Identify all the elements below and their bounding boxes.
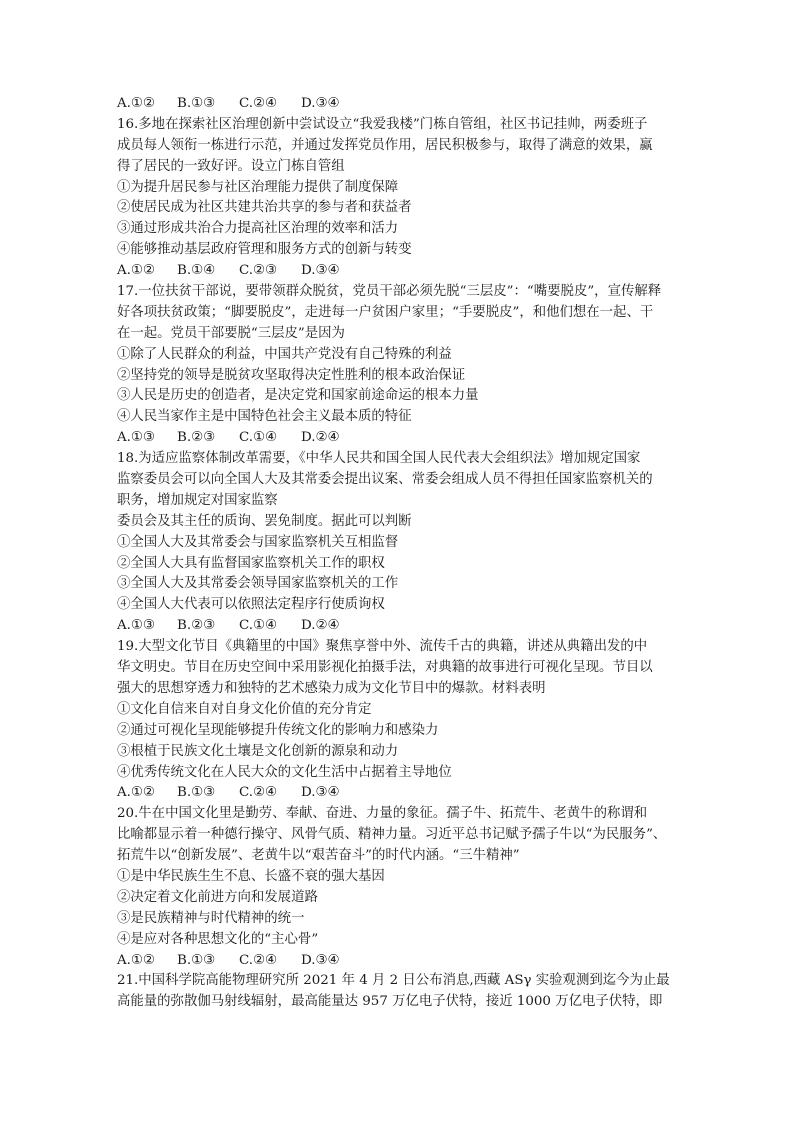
q20-options — [117, 951, 679, 972]
q19-item-3: ③根植于民族文化土壤是文化创新的源泉和动力 — [117, 743, 399, 759]
q20-item-1: ①是中华民族生生不息、长盛不衰的强大基因 — [117, 868, 385, 884]
q16-option-b: B.①④ — [177, 263, 216, 279]
q17-stem-line: 17.一位扶贫干部说，要带领群众脱贫，党员干部必须先脱“三层皮”：“嘴要脱皮”，宣传解释 — [117, 284, 662, 300]
question-17 — [117, 282, 679, 449]
q18-item-4: ④全国人大代表可以依照法定程序行使质询权 — [117, 597, 385, 613]
q15-option-a: A.①② — [117, 96, 155, 111]
q20-stem-line: 比喻都显示着一种德行操守、风骨气质、精神力量。习近平总书记赋予孺子牛以“为民服务”、 — [117, 827, 667, 843]
q16-option-a: A.①② — [117, 263, 155, 279]
q17-options — [117, 428, 679, 449]
q15-option-d: D.③④ — [301, 96, 340, 111]
q16-option-d: D.③④ — [301, 263, 340, 279]
q18-stem-line: 监察委员会可以向全国人大及其常委会提出议案、常委会组成人员不得担任国家监察机关的 — [117, 472, 653, 488]
q17-option-d: D.②④ — [301, 430, 340, 446]
q19-stem-line: 华文明史。节目在历史空间中采用影视化拍摄手法，对典籍的故事进行可视化呈现。节目以 — [117, 660, 653, 676]
q16-item-2: ②使居民成为社区共建共治共享的参与者和获益者 — [117, 200, 412, 216]
q16-stem-line: 得了居民的一致好评。设立门栋自管组 — [117, 158, 345, 174]
question-18 — [117, 449, 679, 637]
question-21 — [117, 971, 679, 1013]
question-20 — [117, 804, 679, 971]
q16-stem-line: 成员每人领衔一栋进行示范，并通过发挥党员作用，居民积极参与，取得了满意的效果，赢 — [117, 137, 653, 153]
q17-item-3: ③人民是历史的创造者，是决定党和国家前途命运的根本力量 — [117, 388, 479, 404]
q19-item-4: ④优秀传统文化在人民大众的文化生活中占据着主导地位 — [117, 764, 452, 780]
q19-stem-line: 强大的思想穿透力和独特的艺术感染力成为文化节目中的爆款。材料表明 — [117, 680, 546, 696]
q19-item-2: ②通过可视化呈现能够提升传统文化的影响力和感染力 — [117, 722, 439, 738]
q17-item-4: ④人民当家作主是中国特色社会主义最本质的特征 — [117, 409, 412, 425]
q16-item-3: ③通过形成共治合力提高社区治理的效率和活力 — [117, 221, 399, 237]
q16-option-c: C.②③ — [239, 263, 278, 279]
q20-item-4: ④是应对各种思想文化的“主心骨” — [117, 931, 319, 947]
q21-stem-line: 高能量的弥散伽马射线辐射，最高能量达 957 万亿电子伏特，接近 1000 万亿电子伏特，即 — [117, 994, 663, 1010]
q18-option-a: A.①③ — [117, 618, 155, 634]
q17-item-2: ②坚持党的领导是脱贫攻坚取得决定性胜利的根本政治保证 — [117, 367, 466, 383]
q18-item-3: ③全国人大及其常委会领导国家监察机关的工作 — [117, 576, 399, 592]
q18-stem-line: 18.为适应监察体制改革需要，《中华人民共和国全国人民代表大会组织法》增加规定国家 — [117, 451, 641, 467]
exam-page — [117, 94, 679, 1013]
q19-option-a: A.①② — [117, 785, 155, 801]
q19-option-b: B.①③ — [177, 785, 216, 801]
q20-item-2: ②决定着文化前进方向和发展道路 — [117, 889, 318, 905]
q15-options — [117, 94, 679, 115]
q18-item-2: ②全国人大具有监督国家监察机关工作的职权 — [117, 555, 385, 571]
q20-stem-line: 20.牛在中国文化里是勤劳、奉献、奋进、力量的象征。孺子牛、拓荒牛、老黄牛的称谓和 — [117, 806, 648, 822]
q20-item-3: ③是民族精神与时代精神的统一 — [117, 910, 305, 926]
q18-option-d: D.②④ — [301, 618, 340, 634]
q18-stem-line: 委员会及其主任的质询、罢免制度。据此可以判断 — [117, 513, 412, 529]
q18-option-c: C.①④ — [239, 618, 278, 634]
q15-option-c: C.②④ — [239, 96, 278, 111]
question-16 — [117, 115, 679, 282]
q17-stem-line: 在一起。党员干部要脱“三层皮”是因为 — [117, 325, 345, 341]
q18-stem-line: 职务，增加规定对国家监察 — [117, 492, 278, 508]
q20-stem-line: 拓荒牛以“创新发展”、老黄牛以“艰苦奋斗”的时代内涵。“三牛精神” — [117, 848, 520, 864]
q18-option-b: B.②③ — [177, 618, 216, 634]
q19-option-c: C.②④ — [239, 785, 278, 801]
q19-stem-line: 19.大型文化节目《典籍里的中国》聚焦享誉中外、流传千古的典籍，讲述从典籍出发的中 — [117, 639, 648, 655]
q16-item-4: ④能够推动基层政府管理和服务方式的创新与转变 — [117, 242, 412, 258]
q17-stem-line: 好各项扶贫政策；“脚要脱皮”，走进每一户贫困户家里；“手要脱皮”，和他们想在一起、干 — [117, 304, 654, 320]
q21-stem-line: 21.中国科学院高能物理研究所 2021 年 4 月 2 日公布消息,西藏 ASγ 实验观测到迄今为止最 — [117, 973, 670, 989]
q16-item-1: ①为提升居民参与社区治理能力提供了制度保障 — [117, 179, 399, 195]
q20-option-d: D.③④ — [301, 952, 340, 968]
q17-option-b: B.②③ — [177, 430, 216, 446]
q17-option-c: C.①④ — [239, 430, 278, 446]
q18-item-1: ①全国人大及其常委会与国家监察机关互相监督 — [117, 534, 399, 550]
q15-option-b: B.①③ — [177, 96, 216, 111]
q19-item-1: ①文化自信来自对自身文化价值的充分肯定 — [117, 701, 372, 717]
q18-options — [117, 616, 679, 637]
q20-option-c: C.②④ — [239, 952, 278, 968]
q19-option-d: D.③④ — [301, 785, 340, 801]
q19-options — [117, 783, 679, 804]
q20-option-a: A.①② — [117, 952, 155, 968]
q16-options — [117, 261, 679, 282]
q17-item-1: ①除了人民群众的利益，中国共产党没有自己特殊的利益 — [117, 346, 452, 362]
question-19 — [117, 637, 679, 804]
q20-option-b: B.①③ — [177, 952, 216, 968]
q17-option-a: A.①③ — [117, 430, 155, 446]
q16-stem-line: 16.多地在探索社区治理创新中尝试设立“我爱我楼”门栋自管组，社区书记挂帅，两委班子 — [117, 116, 648, 132]
